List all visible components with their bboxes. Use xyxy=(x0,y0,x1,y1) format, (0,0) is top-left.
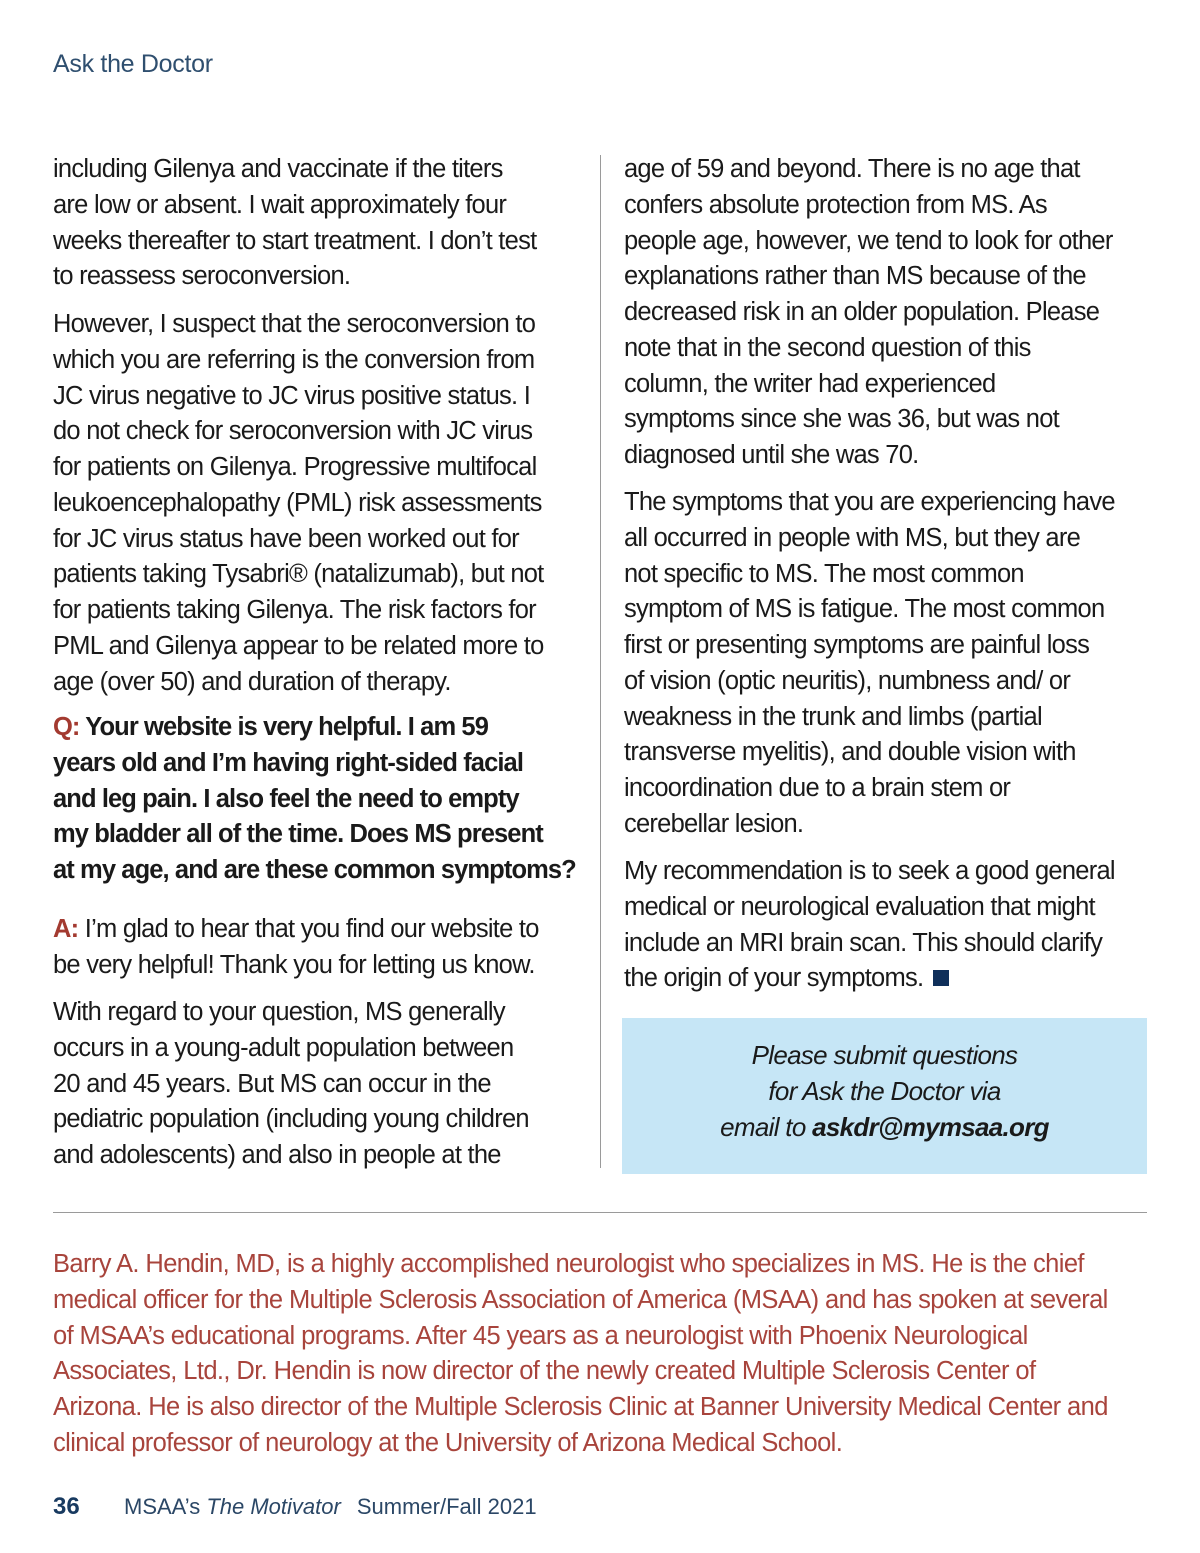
text-line xyxy=(53,629,544,665)
text-line xyxy=(53,188,536,224)
text-line xyxy=(624,664,1115,700)
line-text: and leg pain. I also feel the need to empty xyxy=(53,784,519,813)
text-line xyxy=(624,807,1115,843)
text-line xyxy=(624,557,1115,593)
line-text: JC virus negative to JC virus positive status. I xyxy=(53,381,531,410)
line-text: Your website is very helpful. I am 59 xyxy=(79,713,488,741)
text-line xyxy=(624,700,1115,736)
text-line xyxy=(624,771,1115,807)
text-line xyxy=(624,926,1115,962)
text-line xyxy=(624,295,1113,331)
line-text: PML and Gilenya appear to be related more to xyxy=(53,631,544,660)
text-line xyxy=(624,592,1115,628)
publication-info xyxy=(124,1494,537,1520)
text-line xyxy=(624,485,1115,521)
text-line xyxy=(53,817,576,853)
line-text: diagnosed until she was 70. xyxy=(624,441,919,469)
line-text: incoordination due to a brain stem or xyxy=(624,774,1011,802)
end-of-article-square-icon xyxy=(933,970,949,986)
line-text: patients taking Tysabri® (natalizumab), but not xyxy=(53,560,544,589)
text-line xyxy=(624,402,1113,438)
line-text: all occurred in people with MS, but they are xyxy=(624,523,1081,552)
text-line xyxy=(53,853,576,889)
text-line xyxy=(624,961,1115,997)
submit-questions-box xyxy=(622,1018,1147,1174)
issue: Summer/Fall 2021 xyxy=(356,1494,537,1519)
text-line xyxy=(53,1031,529,1067)
line-text: pediatric population (including young children xyxy=(53,1105,529,1134)
line-text: which you are referring is the conversion from xyxy=(53,345,535,374)
line-text: leukoencephalopathy (PML) risk assessments xyxy=(53,488,542,517)
line-text: column, the writer had experienced xyxy=(624,369,996,398)
text-line xyxy=(53,486,544,522)
line-text: first or presenting symptoms are painful loss xyxy=(624,631,1090,659)
text-line xyxy=(624,438,1113,474)
text-line xyxy=(53,1138,529,1174)
line-text: do not check for seroconversion with JC virus xyxy=(53,417,533,446)
magazine-title: The Motivator xyxy=(206,1494,341,1519)
line-text: not specific to MS. The most common xyxy=(624,559,1024,588)
text-line xyxy=(53,557,544,593)
body-paragraph xyxy=(624,854,1115,997)
line-text: symptom of MS is fatigue. The most common xyxy=(624,595,1105,624)
text-line xyxy=(53,152,536,188)
text-line xyxy=(53,224,536,260)
author-bio xyxy=(53,1247,1108,1462)
text-line xyxy=(624,152,1113,188)
line-text: and adolescents) and also in people at the xyxy=(53,1141,501,1169)
line-text: including Gilenya and vaccinate if the titers xyxy=(53,155,503,183)
bio-line: of MSAA’s educational programs. After 45 years as a neurologist with Phoenix Neurological xyxy=(53,1321,1028,1350)
line-text: age of 59 and beyond. There is no age that xyxy=(624,155,1080,183)
text-line xyxy=(53,450,544,486)
page-number: 36 xyxy=(53,1493,80,1520)
bio-line: Arizona. He is also director of the Multiple Sclerosis Clinic at Banner University Medical Center and xyxy=(53,1393,1108,1422)
line-text: With regard to your question, MS generally xyxy=(53,998,505,1026)
line-text: include an MRI brain scan. This should clarify xyxy=(624,928,1103,957)
line-text: for JC virus status have been worked out for xyxy=(53,524,519,553)
answer-prefix: A: xyxy=(53,915,79,943)
line-text: for patients taking Gilenya. The risk factors for xyxy=(53,596,536,624)
text-line xyxy=(624,224,1113,260)
line-text: be very helpful! Thank you for letting us know. xyxy=(53,950,535,979)
submit-line-1: Please submit questions xyxy=(751,1040,1018,1070)
line-text: years old and I’m having right-sided facial xyxy=(53,748,524,777)
line-text: occurs in a young-adult population between xyxy=(53,1033,514,1062)
line-text: confers absolute protection from MS. As xyxy=(624,190,1047,219)
line-text: are low or absent. I wait approximately four xyxy=(53,190,507,219)
line-text: medical or neurological evaluation that might xyxy=(624,892,1095,921)
body-paragraph xyxy=(624,485,1115,843)
text-line xyxy=(53,593,544,629)
line-text: explanations rather than MS because of the xyxy=(624,262,1086,291)
body-paragraph xyxy=(53,152,536,295)
line-text: weeks thereafter to start treatment. I don’t test xyxy=(53,226,537,255)
line-text: to reassess seroconversion. xyxy=(53,262,351,291)
bio-line: medical officer for the Multiple Sclerosis Association of America (MSAA) and has spoken at several xyxy=(53,1285,1108,1314)
line-text: The symptoms that you are experiencing have xyxy=(624,488,1115,516)
text-line xyxy=(624,331,1113,367)
text-line xyxy=(53,414,544,450)
line-text: my bladder all of the time. Does MS present xyxy=(53,820,543,849)
section-title: Ask the Doctor xyxy=(53,50,213,78)
text-line xyxy=(53,522,544,558)
text-line xyxy=(624,854,1115,890)
text-line xyxy=(53,710,576,746)
text-line xyxy=(53,343,544,379)
text-line xyxy=(53,1067,529,1103)
text-line xyxy=(624,188,1113,224)
text-line xyxy=(624,735,1115,771)
body-paragraph xyxy=(53,307,544,700)
publisher: MSAA’s xyxy=(124,1494,207,1519)
email-link[interactable]: askdr@mymsaa.org xyxy=(812,1112,1049,1142)
body-paragraph xyxy=(624,152,1113,474)
bio-divider xyxy=(53,1212,1147,1213)
text-line xyxy=(53,782,576,818)
text-line xyxy=(53,665,544,701)
line-text: weakness in the trunk and limbs (partial xyxy=(624,702,1042,731)
line-text: transverse myelitis), and double vision with xyxy=(624,738,1076,767)
bio-line: Associates, Ltd., Dr. Hendin is now director of the newly created Multiple Sclerosis Center of xyxy=(53,1357,1036,1386)
text-line xyxy=(53,912,539,948)
line-text: symptoms since she was 36, but was not xyxy=(624,405,1059,434)
line-text: the origin of your symptoms. xyxy=(624,964,924,993)
line-text: people age, however, we tend to look for other xyxy=(624,226,1113,255)
text-line xyxy=(53,307,544,343)
text-line xyxy=(624,367,1113,403)
text-line xyxy=(53,259,536,295)
submit-line-2: for Ask the Doctor via xyxy=(768,1076,1001,1106)
text-line xyxy=(624,628,1115,664)
line-text: for patients on Gilenya. Progressive multifocal xyxy=(53,453,537,481)
line-text: at my age, and are these common symptoms? xyxy=(53,856,576,884)
column-divider xyxy=(600,155,601,1168)
text-line xyxy=(53,379,544,415)
body-paragraph xyxy=(53,995,529,1174)
question-prefix: Q: xyxy=(53,713,80,741)
line-text: I’m glad to hear that you find our website to xyxy=(78,915,539,943)
line-text: of vision (optic neuritis), numbness and/ or xyxy=(624,666,1071,695)
bio-line: clinical professor of neurology at the University of Arizona Medical School. xyxy=(53,1428,843,1457)
text-line xyxy=(53,995,529,1031)
answer-paragraph xyxy=(53,912,539,984)
text-line xyxy=(624,521,1115,557)
text-line xyxy=(53,1102,529,1138)
question-paragraph xyxy=(53,710,576,889)
line-text: age (over 50) and duration of therapy. xyxy=(53,667,451,696)
text-line xyxy=(624,890,1115,926)
line-text: However, I suspect that the seroconversion to xyxy=(53,310,536,338)
bio-line: Barry A. Hendin, MD, is a highly accomplished neurologist who specializes in MS. He is the chief xyxy=(53,1250,1084,1278)
line-text: cerebellar lesion. xyxy=(624,809,804,838)
line-text: decreased risk in an older population. Please xyxy=(624,298,1100,326)
text-line xyxy=(624,259,1113,295)
submit-line-3: email to xyxy=(720,1112,813,1142)
text-line xyxy=(53,746,576,782)
text-line xyxy=(53,948,539,984)
line-text: My recommendation is to seek a good general xyxy=(624,857,1115,885)
line-text: 20 and 45 years. But MS can occur in the xyxy=(53,1069,491,1098)
line-text: note that in the second question of this xyxy=(624,333,1031,362)
